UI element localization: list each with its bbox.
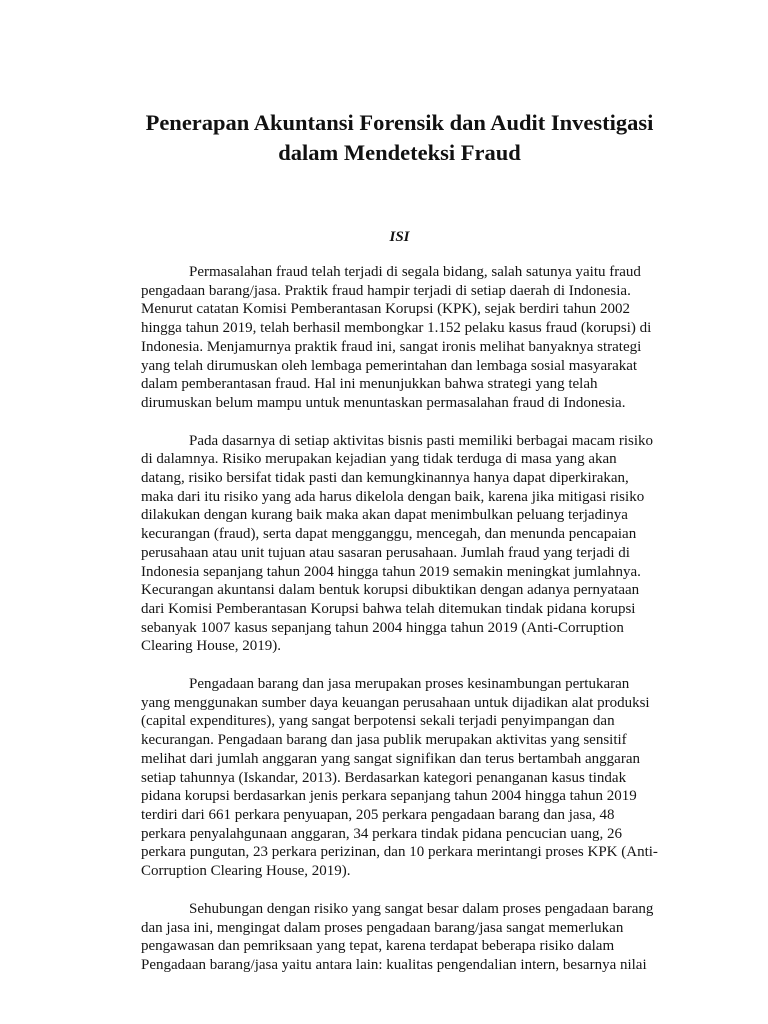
paragraph-line: dari Komisi Pemberantasan Korupsi bahwa telah ditemukan tindak pidana korupsi [141, 600, 636, 617]
paragraph [141, 675, 658, 881]
paragraph-line: terdiri dari 661 perkara penyuapan, 205 perkara pengadaan barang dan jasa, 48 [141, 806, 615, 823]
paragraph-line: Sehubungan dengan risiko yang sangat besar dalam proses pengadaan barang [189, 900, 654, 917]
paragraph-line: Pada dasarnya di setiap aktivitas bisnis pasti memiliki berbagai macam risiko [189, 432, 654, 449]
paragraph-line: Indonesia. Menjamurnya praktik fraud ini, sangat ironis melihat banyaknya strategi [141, 338, 642, 355]
paragraph-line: kecurangan. Pengadaan barang dan jasa publik merupakan aktivitas yang sensitif [141, 732, 627, 749]
paragraph-line: dan jasa ini, mengingat dalam proses pengadaan barang/jasa sangat memerlukan [141, 919, 624, 936]
paragraph-line: Kecurangan akuntansi dalam bentuk korupsi dibuktikan dengan adanya pernyataan [141, 582, 640, 599]
paragraph-line: kecurangan (fraud), serta dapat mengganggu, mencegah, dan menunda pencapaian [141, 526, 637, 543]
paragraph-line: hingga tahun 2019, telah berhasil membongkar 1.152 pelaku kasus fraud (korupsi) di [141, 320, 652, 337]
paragraph-line: melihat dari jumlah anggaran yang sangat signifikan dan terus bertambah anggaran [141, 750, 640, 767]
title-line: dalam Mendeteksi Fraud [278, 140, 521, 165]
paragraph-line: sebanyak 1007 kasus sepanjang tahun 2004 hingga tahun 2019 (Anti-Corruption [141, 619, 624, 636]
paragraph-line: perkara penyalahgunaan anggaran, 34 perkara tindak pidana pencucian uang, 26 [141, 825, 623, 842]
paragraph [141, 900, 658, 975]
paragraph-line: dalam pemberantasan fraud. Hal ini menunjukkan bahwa strategi yang telah [141, 376, 598, 393]
paragraph-line: di dalamnya. Risiko merupakan kejadian yang tidak terduga di masa yang akan [141, 451, 617, 468]
paragraph-line: yang telah dirumuskan oleh lembaga pemerintahan dan lembaga sosial masyarakat [141, 357, 638, 374]
paragraph-line: Corruption Clearing House, 2019). [141, 863, 351, 880]
paragraph-line: Clearing House, 2019). [141, 638, 281, 655]
document-body [141, 263, 658, 975]
paragraph-line: Indonesia sepanjang tahun 2004 hingga tahun 2019 semakin meningkat jumlahnya. [141, 563, 641, 580]
paragraph-line: yang menggunakan sumber daya keuangan perusahaan untuk dijadikan alat produksi [141, 694, 650, 711]
paragraph-line: perkara pungutan, 23 perkara perizinan, dan 10 perkara merintangi proses KPK (Anti- [141, 844, 658, 861]
paragraph-line: Pengadaan barang/jasa yaitu antara lain: kualitas pengendalian intern, besarnya nilai [141, 956, 647, 973]
paragraph-line: dilakukan dengan kurang baik maka akan dapat menimbulkan peluang terjadinya [141, 507, 628, 524]
document-title [141, 108, 658, 168]
paragraph-line: pengadaan barang/jasa. Praktik fraud hampir terjadi di setiap daerah di Indonesia. [141, 282, 631, 299]
paragraph-line: dirumuskan belum mampu untuk menuntaskan permasalahan fraud di Indonesia. [141, 394, 626, 411]
paragraph-line: (capital expenditures), yang sangat berpotensi sekali terjadi penyimpangan dan [141, 713, 615, 730]
paragraph-line: perusahaan atau unit tujuan atau sasaran perusahaan. Jumlah fraud yang terjadi di [141, 544, 630, 561]
paragraph-line: pidana korupsi berdasarkan jenis perkara sepanjang tahun 2004 hingga tahun 2019 [141, 788, 637, 805]
paragraph-line: Menurut catatan Komisi Pemberantasan Korupsi (KPK), sejak berdiri tahun 2002 [141, 301, 631, 318]
paragraph-line: setiap tahunnya (Iskandar, 2013). Berdasarkan kategori penanganan kasus tindak [141, 769, 627, 786]
paragraph-line: maka dari itu risiko yang ada harus dikelola dengan baik, karena jika mitigasi risiko [141, 488, 645, 505]
paragraph [141, 263, 658, 413]
paragraph-line: Permasalahan fraud telah terjadi di segala bidang, salah satunya yaitu fraud [189, 264, 641, 280]
paragraph [141, 432, 658, 656]
paragraph-line: Pengadaan barang dan jasa merupakan proses kesinambungan pertukaran [189, 676, 630, 693]
paragraph-line: pengawasan dan pemriksaan yang tepat, karena terdapat beberapa risiko dalam [141, 938, 615, 955]
paragraph-line: datang, risiko bersifat tidak pasti dan kemungkinannya hanya dapat diperkirakan, [141, 470, 629, 487]
title-line: Penerapan Akuntansi Forensik dan Audit Investigasi [145, 110, 654, 135]
section-heading: ISI [389, 229, 410, 245]
